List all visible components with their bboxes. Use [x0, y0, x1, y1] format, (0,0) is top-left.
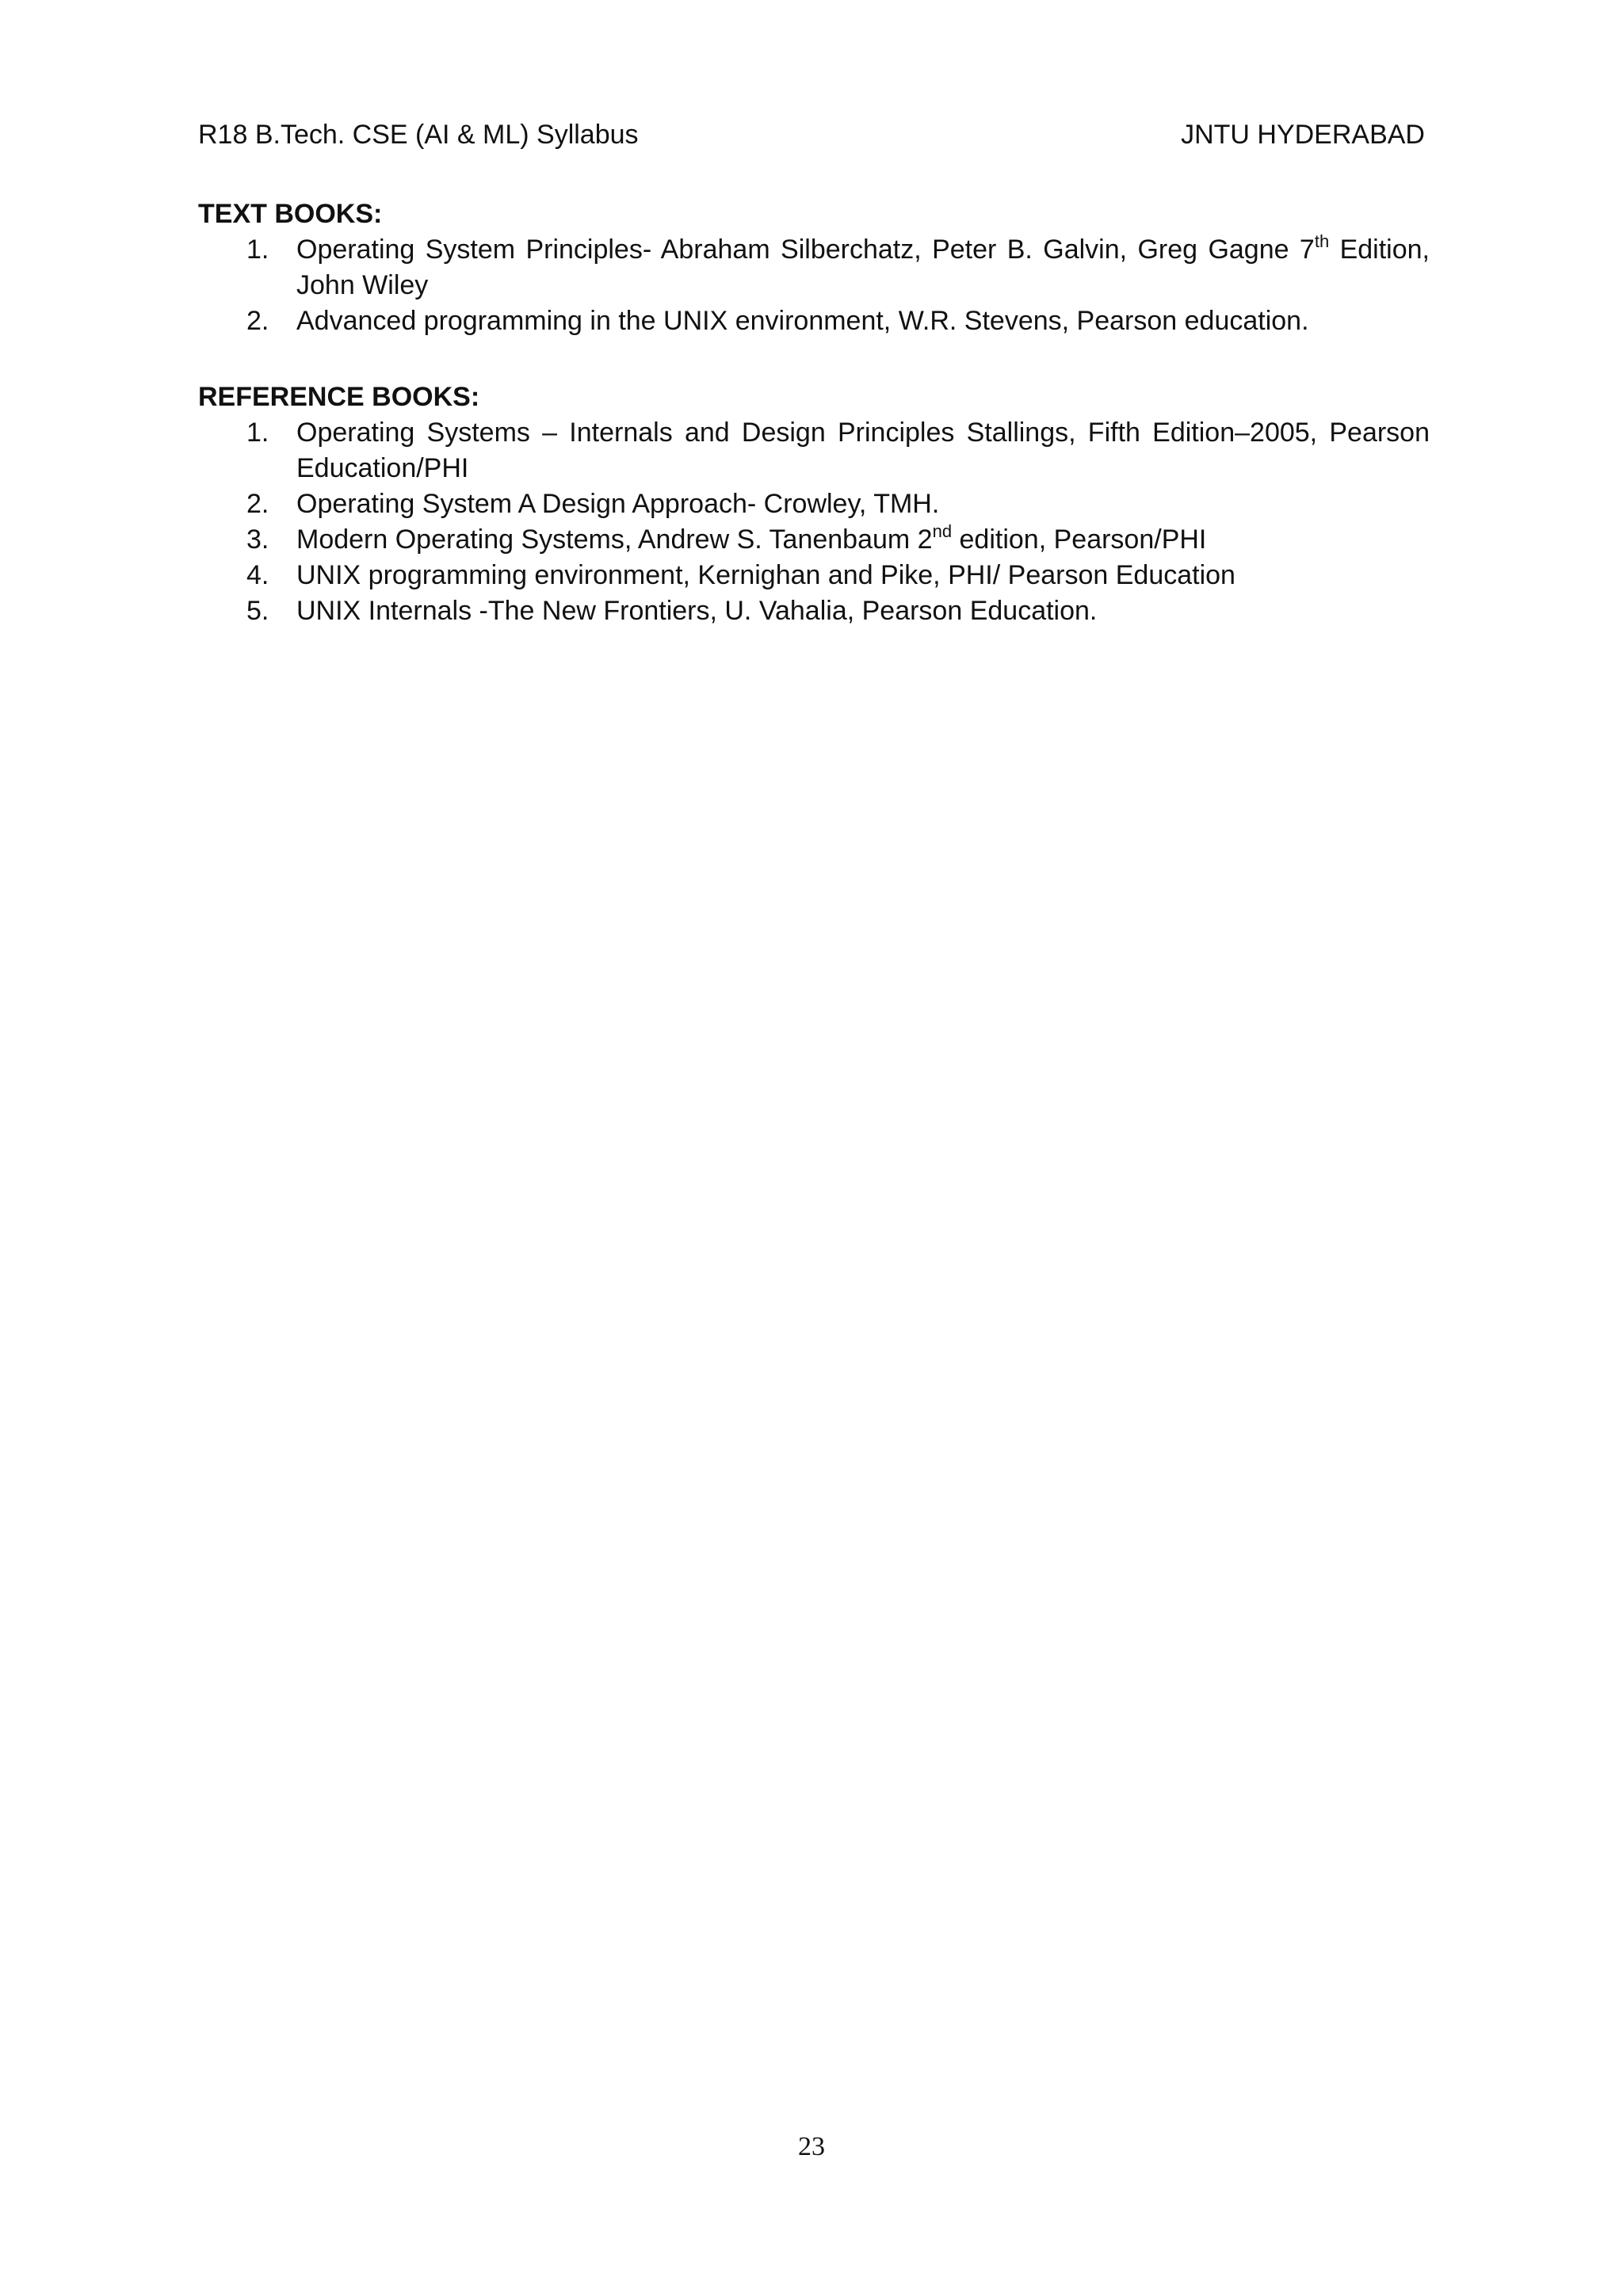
list-item-number: 2.	[246, 489, 269, 519]
citation-text-continued: Edition, John Wiley	[296, 235, 1430, 300]
book-citation	[296, 232, 1430, 303]
text-books-heading: TEXT BOOKS:	[198, 199, 383, 229]
book-citation	[296, 486, 1430, 522]
reference-books-list	[198, 415, 1430, 629]
list-item	[198, 522, 1430, 558]
citation-text: Modern Operating Systems, Andrew S. Tanenbaum 2	[296, 524, 933, 555]
citation-text-continued: edition, Pearson/PHI	[952, 524, 1207, 555]
ordinal-suffix: th	[1314, 231, 1330, 251]
ordinal-suffix: nd	[932, 521, 953, 541]
citation-text: UNIX programming environment, Kernighan and Pike, PHI/ Pearson Education	[296, 560, 1235, 590]
book-citation	[296, 522, 1430, 558]
list-item-number: 1.	[246, 235, 269, 265]
list-item-number: 2.	[246, 306, 269, 336]
citation-text: Operating System Principles- Abraham Silberchatz, Peter B. Galvin, Greg Gagne 7	[296, 235, 1315, 265]
citation-text: UNIX Internals -The New Frontiers, U. Vahalia, Pearson Education.	[296, 596, 1098, 626]
book-citation	[296, 593, 1430, 629]
list-item-number: 4.	[246, 560, 269, 590]
university-name: JNTU HYDERABAD	[1181, 120, 1425, 150]
document-title: R18 B.Tech. CSE (AI & ML) Syllabus	[198, 120, 639, 150]
list-item	[198, 232, 1430, 303]
book-citation	[296, 558, 1430, 593]
text-books-list	[198, 232, 1430, 339]
citation-text: Advanced programming in the UNIX environment, W.R. Stevens, Pearson education.	[296, 306, 1309, 336]
reference-books-section	[198, 379, 1430, 629]
list-item	[198, 593, 1430, 629]
reference-books-heading: REFERENCE BOOKS:	[198, 382, 480, 412]
list-item-number: 5.	[246, 596, 269, 626]
book-citation	[296, 303, 1430, 339]
list-item	[198, 486, 1430, 522]
text-books-section	[198, 196, 1430, 339]
page-header	[198, 115, 1425, 154]
list-item	[198, 558, 1430, 593]
citation-text: Operating Systems – Internals and Design Principles Stallings, Fifth Edition–2005, Pearson Education/PHI	[296, 418, 1430, 483]
list-item-number: 1.	[246, 418, 269, 448]
page-number: 23	[798, 2132, 825, 2161]
list-item	[198, 415, 1430, 486]
list-item	[198, 303, 1430, 339]
citation-text: Operating System A Design Approach- Crowley, TMH.	[296, 489, 940, 519]
list-item-number: 3.	[246, 524, 269, 555]
book-citation	[296, 415, 1430, 486]
